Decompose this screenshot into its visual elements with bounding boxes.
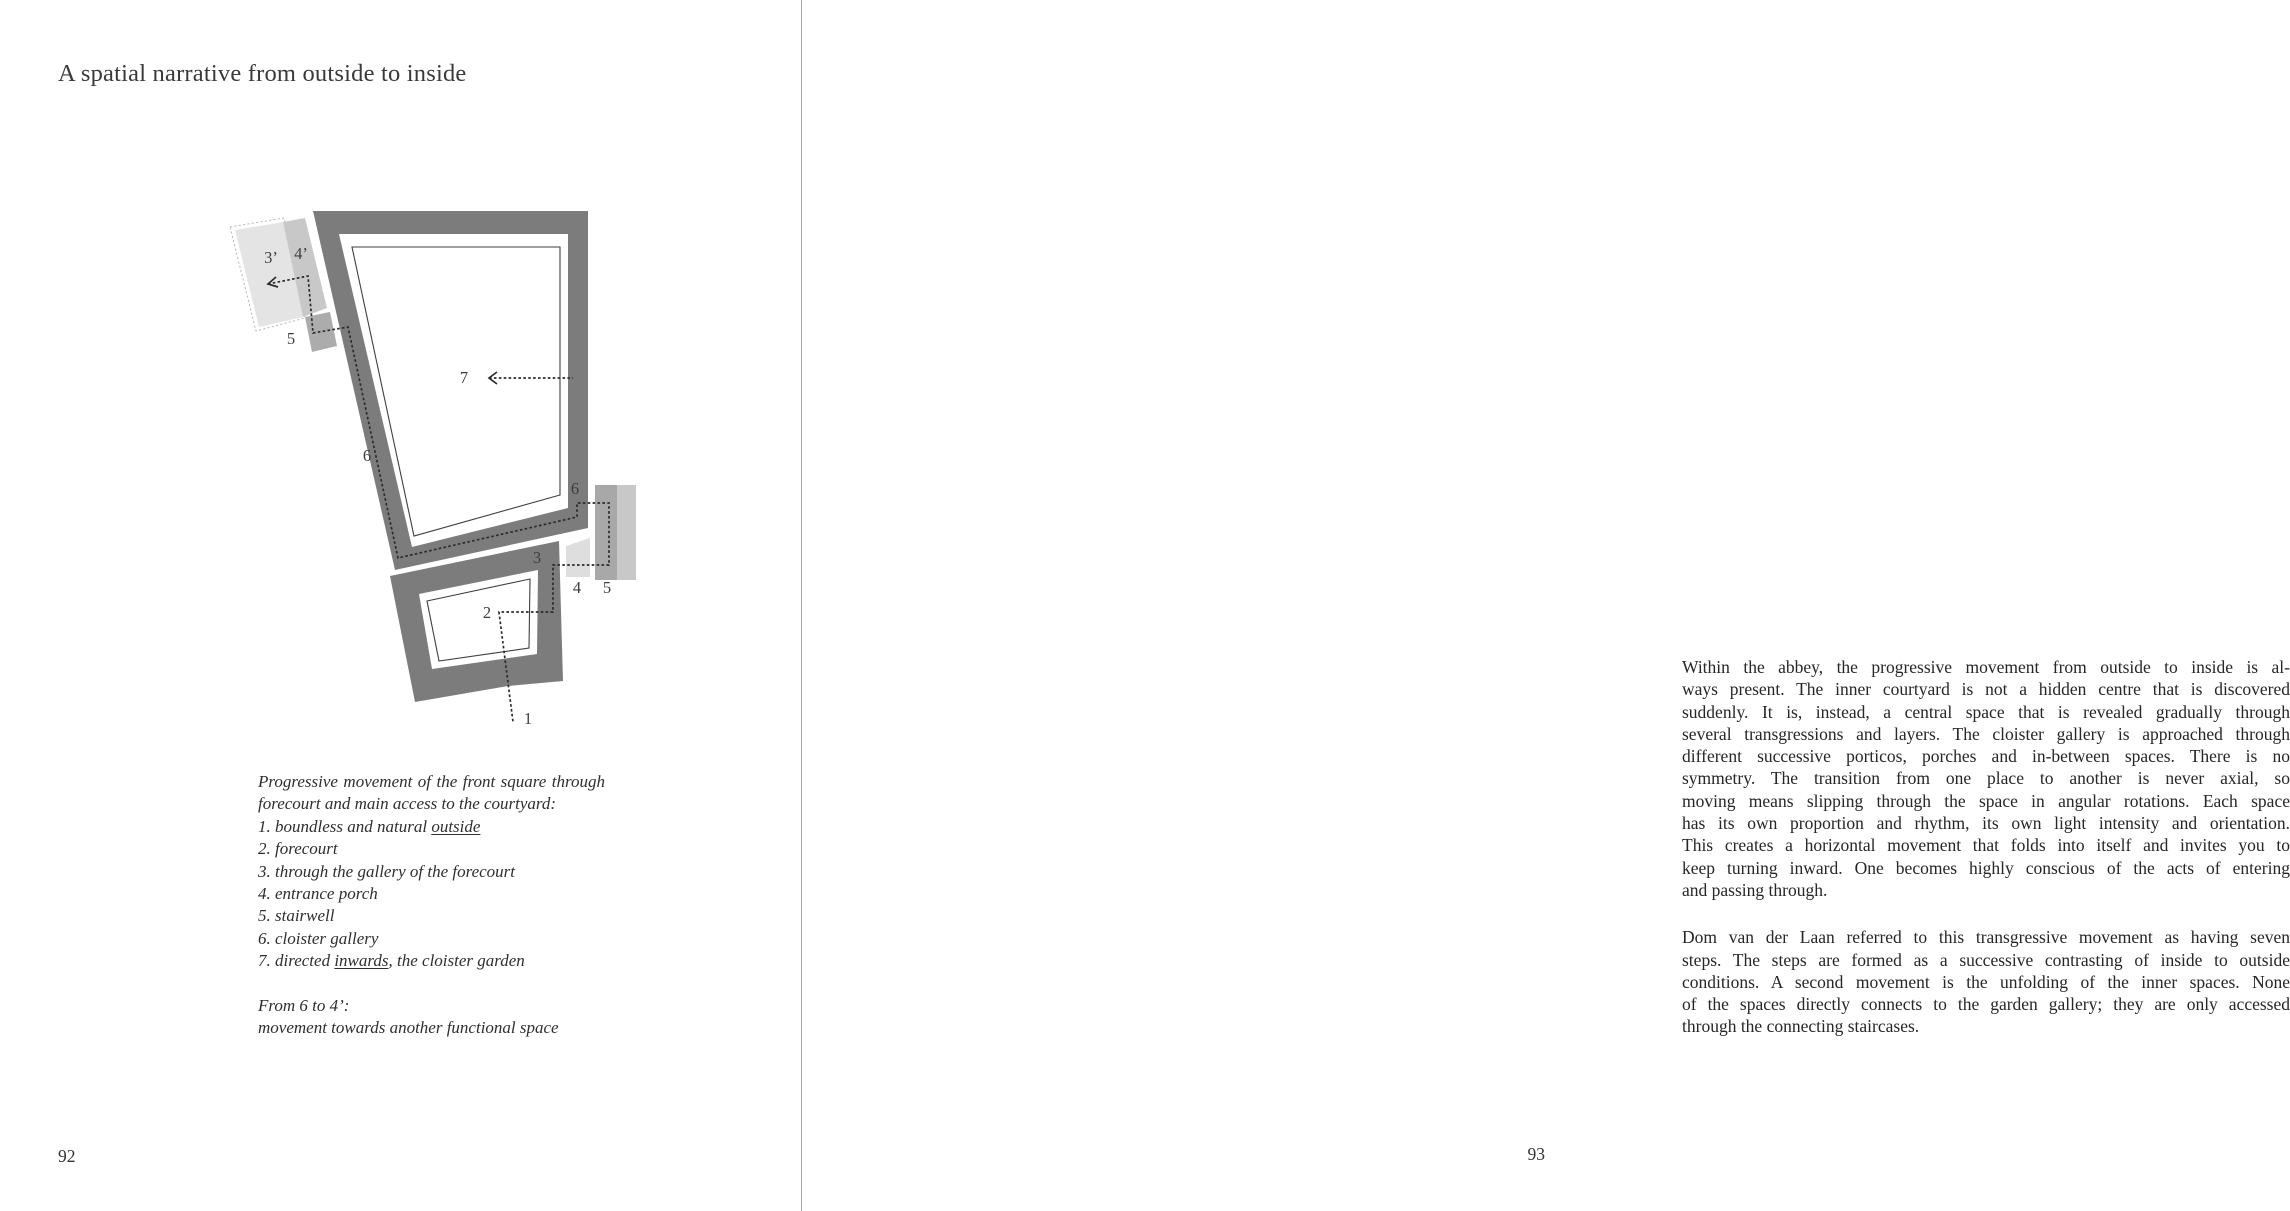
caption-line: [258, 928, 605, 950]
body-text-line: moving means slipping through the space in angular rotations. Each space: [1682, 790, 2290, 811]
body-text-line: suddenly. It is, instead, a central space that is revealed gradually through: [1682, 701, 2290, 722]
caption-text: 2. forecourt: [258, 839, 338, 859]
caption-text: 6. cloister gallery: [258, 928, 379, 948]
diagram-label: 7: [459, 368, 469, 387]
caption-text: 4. entrance porch: [258, 883, 378, 903]
body-text-line: of the spaces directly connects to the garden gallery; they are only accessed: [1682, 994, 2290, 1015]
annex-stairwell-block: [305, 312, 337, 352]
body-text-line: different successive porticos, porches and in-between spaces. There is no: [1682, 746, 2290, 767]
caption-text: 5. stairwell: [258, 906, 335, 926]
caption-text: 7. directed: [258, 951, 335, 971]
caption-text: 3. through the gallery of the forecourt: [258, 861, 516, 881]
body-text-line: symmetry. The transition from one place to another is never axial, so: [1682, 768, 2290, 789]
right-page: [802, 0, 2290, 1211]
stairwell-block-light: [617, 485, 636, 580]
caption-line: [258, 950, 605, 972]
body-text-line: and passing through.: [1682, 879, 1828, 900]
body-text-line: conditions. A second movement is the unfolding of the inner spaces. None: [1682, 971, 2290, 992]
body-text-line: keep turning inward. One becomes highly conscious of the acts of entering: [1682, 857, 2290, 878]
caption-underlined-term: inwards: [334, 951, 389, 971]
caption-spacer: [258, 973, 605, 995]
paragraph: [1682, 656, 2290, 901]
body-text-line: through the connecting staircases.: [1682, 1016, 1920, 1037]
body-text-line: ways present. The inner courtyard is not a hidden centre that is discovered: [1682, 679, 2290, 700]
body-text-line: Within the abbey, the progressive movement from outside to inside is al-: [1682, 657, 2290, 677]
diagram-label: 5: [286, 329, 296, 348]
diagram-label: 3’: [264, 248, 278, 267]
diagram-label: 4: [572, 578, 582, 597]
diagram-label: 6: [570, 479, 580, 498]
body-text-line: This creates a horizontal movement that folds into itself and invites you to: [1682, 835, 2290, 856]
diagram-label: 1: [523, 709, 533, 728]
caption-line: From 6 to 4’:: [258, 995, 350, 1015]
left-page: [0, 0, 800, 1211]
page-number-left: 92: [58, 1146, 76, 1166]
page-title: A spatial narrative from outside to inside: [58, 60, 467, 87]
body-text-line: steps. The steps are formed as a successive contrasting of inside to outside: [1682, 949, 2290, 970]
body-text-line: has its own proportion and rhythm, its own light intensity and orientation.: [1682, 813, 2290, 834]
caption-line: forecourt and main access to the courtyard:: [258, 794, 557, 814]
paragraph: [1682, 926, 2290, 1037]
caption-underlined-term: outside: [431, 816, 481, 836]
caption-line: [258, 861, 605, 883]
diagram-label: 6: [362, 446, 372, 465]
figure-caption: [258, 771, 605, 1040]
body-text-line: several transgressions and layers. The cloister gallery is approached through: [1682, 723, 2290, 744]
caption-line: [258, 905, 605, 927]
body-text-line: Dom van der Laan referred to this transgressive movement as having seven: [1682, 927, 2290, 948]
diagram-label: 4’: [294, 244, 308, 263]
caption-text: , the cloister garden: [388, 951, 525, 971]
caption-text: 1. boundless and natural: [258, 816, 432, 836]
page-number-right: 93: [1527, 1144, 1545, 1164]
diagram-label: 3: [532, 548, 542, 567]
diagram-label: 5: [602, 578, 612, 597]
caption-line: [258, 838, 605, 860]
body-text: [1682, 656, 2290, 1038]
caption-line: [258, 816, 605, 838]
caption-line: Progressive movement of the front square through: [258, 772, 605, 791]
porch-block: [566, 538, 590, 577]
caption-line: movement towards another functional space: [258, 1018, 559, 1038]
diagram-label: 2: [482, 603, 492, 622]
caption-line: [258, 883, 605, 905]
